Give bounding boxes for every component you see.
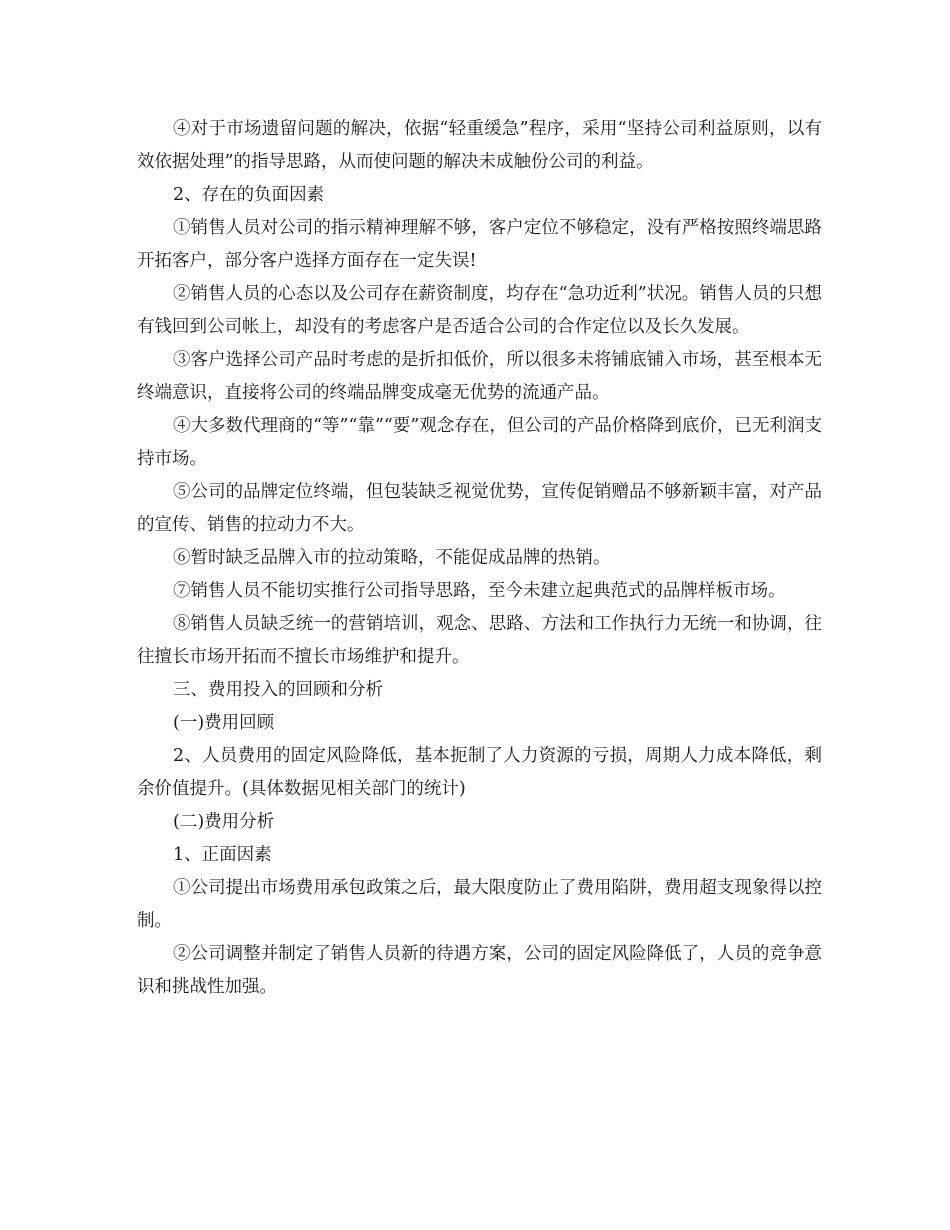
heading-negative-factors: 2、存在的负面因素 [173,185,325,205]
paragraph-negative-1: ①销售人员对公司的指示精神理解不够，客户定位不够稳定，没有严格按照终端思路开拓客户，部分客户选择方面存在一定失误! [137,218,822,271]
document-body [137,113,822,1004]
heading-cost-analysis: (二)费用分析 [173,812,275,832]
paragraph-negative-7: ⑦销售人员不能切实推行公司指导思路，至今未建立起典范式的品牌样板市场。 [173,581,786,601]
paragraph-negative-3: ③客户选择公司产品时考虑的是折扣低价，所以很多未将铺底铺入市场，甚至根本无终端意识，直接将公司的终端品牌变成毫无优势的流通产品。 [137,350,822,403]
heading-cost-review-analysis: 三、费用投入的回顾和分析 [173,680,383,700]
paragraph-negative-5: ⑤公司的品牌定位终端，但包装缺乏视觉优势，宣传促销赠品不够新颖丰富，对产品的宣传、销售的拉动力不大。 [137,482,822,535]
paragraph-negative-6: ⑥暂时缺乏品牌入市的拉动策略，不能促成品牌的热销。 [173,548,611,568]
paragraph-positive-2: ②公司调整并制定了销售人员新的待遇方案，公司的固定风险降低了，人员的竞争意识和挑战性加强。 [137,944,822,997]
heading-cost-review: (一)费用回顾 [173,713,275,733]
paragraph-negative-8: ⑧销售人员缺乏统一的营销培训，观念、思路、方法和工作执行力无统一和协调，往往擅长市场开拓而不擅长市场维护和提升。 [137,614,822,667]
paragraph-negative-4-close: ④对于市场遗留问题的解决，依据“轻重缓急”程序，采用“坚持公司利益原则，以有效依据处理”的指导思路，从而使问题的解决未成触份公司的利益。 [137,119,822,172]
paragraph-negative-2: ②销售人员的心态以及公司存在薪资制度，均存在“急功近利”状况。销售人员的只想有钱回到公司帐上，却没有的考虑客户是否适合公司的合作定位以及长久发展。 [137,284,822,337]
paragraph-personnel-cost: 2、人员费用的固定风险降低，基本扼制了人力资源的亏损，周期人力成本降低，剩余价值提升。(具体数据见相关部门的统计) [137,746,822,799]
heading-positive-factors: 1、正面因素 [173,845,272,865]
paragraph-negative-4: ④大多数代理商的“等”“靠”“要”观念存在，但公司的产品价格降到底价，已无利润支持市场。 [137,416,822,469]
paragraph-positive-1: ①公司提出市场费用承包政策之后，最大限度防止了费用陷阱，费用超支现象得以控制。 [137,878,822,931]
